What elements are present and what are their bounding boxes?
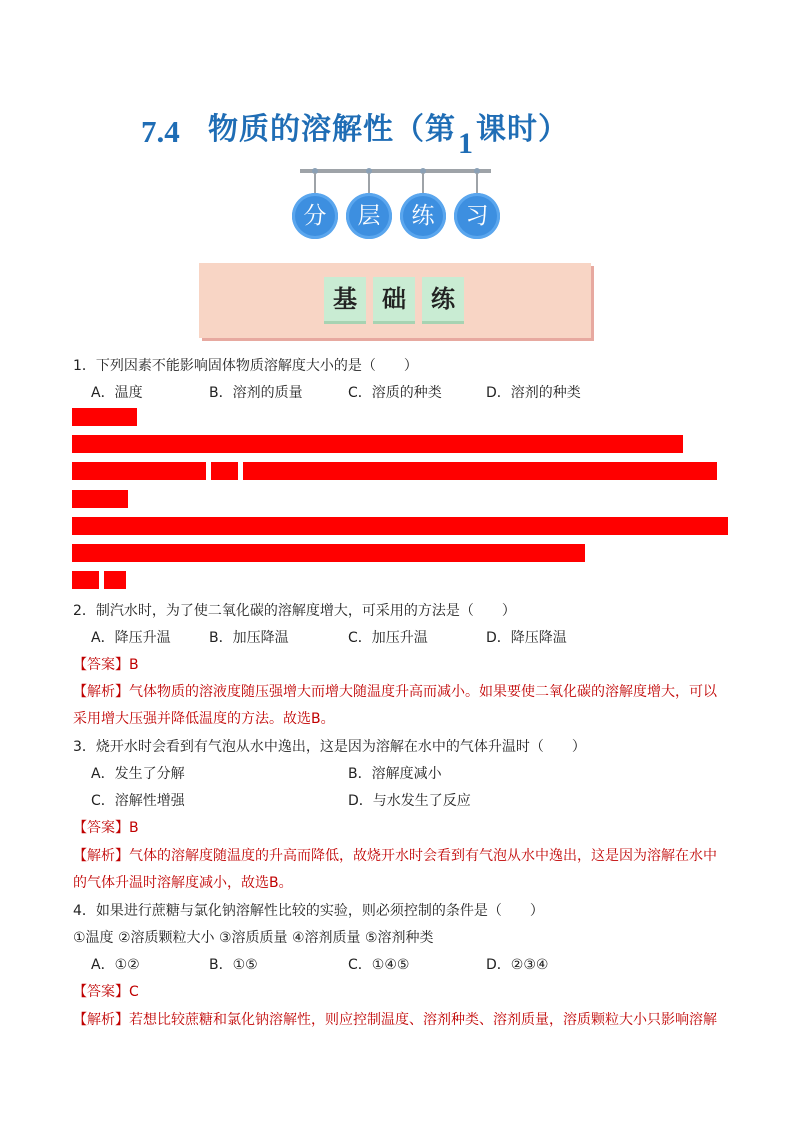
answer-tag: 【答案】 (73, 820, 129, 836)
q4-option-b: B．①⑤ (209, 957, 258, 973)
analysis-text: 气体的溶解度随温度的升高而降低，故烧开水时会看到有气泡从水中逸出，这是因为溶解在水中 (129, 848, 717, 864)
answer-value: C (129, 984, 139, 1000)
q4-conditions: ①温度 ②溶质颗粒大小 ③溶质质量 ④溶剂质量 ⑤溶剂种类 (73, 930, 434, 946)
q3-option-c: C．溶解性增强 (91, 793, 185, 809)
analysis-tag: 【解析】 (73, 848, 129, 864)
page-title (0, 100, 794, 160)
q2-option-c: C．加压升温 (348, 630, 428, 646)
bar-stem (314, 173, 316, 194)
redaction-bar (72, 544, 585, 562)
redaction-bar (72, 571, 99, 589)
section-number: 7.4 (141, 114, 180, 149)
redaction-bar (243, 462, 717, 480)
question-3-stem: 3．烧开水时会看到有气泡从水中逸出，这是因为溶解在水中的气体升温时（ ） (73, 739, 586, 755)
q1-option-b: B．溶剂的质量 (209, 385, 303, 401)
q4-option-a: A．①② (91, 957, 140, 973)
answer-value: B (129, 820, 139, 836)
q2-answer (73, 654, 139, 674)
title-part-a: 物质的溶解性（第 (208, 112, 456, 147)
q2-option-a: A．降压升温 (91, 630, 171, 646)
analysis-tag: 【解析】 (73, 1012, 129, 1028)
answer-tag: 【答案】 (73, 984, 129, 1000)
redaction-bar (72, 435, 683, 453)
layer-circle-3: 练 (400, 193, 446, 239)
bar-stem (368, 173, 370, 194)
q1-option-d: D．溶剂的种类 (486, 385, 581, 401)
analysis-text: 若想比较蔗糖和氯化钠溶解性，则应控制温度、溶剂种类、溶剂质量，溶质颗粒大小只影响溶解 (129, 1012, 717, 1028)
lesson-title (208, 104, 569, 160)
q1-option-c: C．溶质的种类 (348, 385, 442, 401)
q1-option-a: A．温度 (91, 385, 143, 401)
bar-stem (422, 173, 424, 194)
redaction-bar (211, 462, 238, 480)
answer-value: B (129, 657, 139, 673)
hanging-bar (300, 169, 491, 173)
q2-option-d: D．降压降温 (486, 630, 567, 646)
q2-option-b: B．加压降温 (209, 630, 289, 646)
banner-char-1: 基 (324, 277, 366, 324)
q3-analysis-line-1 (73, 845, 717, 865)
layer-circle-1: 分 (292, 193, 338, 239)
bar-stem (476, 173, 478, 194)
layer-circle-4: 习 (454, 193, 500, 239)
q3-answer (73, 817, 139, 837)
section-banner (199, 263, 591, 338)
q4-option-c: C．①④⑤ (348, 957, 410, 973)
q3-option-d: D．与水发生了反应 (348, 793, 471, 809)
q4-option-d: D．②③④ (486, 957, 549, 973)
answer-tag: 【答案】 (73, 657, 129, 673)
banner-char-2: 础 (373, 277, 415, 324)
q4-answer (73, 981, 139, 1001)
question-4-stem: 4．如果进行蔗糖与氯化钠溶解性比较的实验，则必须控制的条件是（ ） (73, 903, 544, 919)
redaction-bar (72, 490, 128, 508)
analysis-text: 气体物质的溶液度随压强增大而增大随温度升高而减小。如果要使二氧化碳的溶解度增大，可以 (129, 684, 717, 700)
q3-analysis-line-2: 的气体升温时溶解度减小，故选B。 (73, 875, 293, 891)
redaction-bar (72, 408, 137, 426)
question-2-stem: 2．制汽水时，为了使二氧化碳的溶解度增大，可采用的方法是（ ） (73, 603, 516, 619)
analysis-tag: 【解析】 (73, 684, 129, 700)
redaction-bar (72, 517, 728, 535)
q3-option-a: A．发生了分解 (91, 766, 185, 782)
q2-analysis-line-2: 采用增大压强并降低温度的方法。故选B。 (73, 711, 335, 727)
title-part-b: 课时） (476, 112, 569, 147)
title-lesson-number: 1 (458, 127, 474, 160)
layer-circle-2: 层 (346, 193, 392, 239)
q2-analysis-line-1 (73, 681, 717, 701)
q3-option-b: B．溶解度减小 (348, 766, 442, 782)
banner-char-3: 练 (422, 277, 464, 324)
redaction-bar (72, 462, 206, 480)
q4-analysis-line-1 (73, 1009, 717, 1029)
redaction-bar (104, 571, 126, 589)
question-1-stem: 1．下列因素不能影响固体物质溶解度大小的是（ ） (73, 358, 418, 374)
